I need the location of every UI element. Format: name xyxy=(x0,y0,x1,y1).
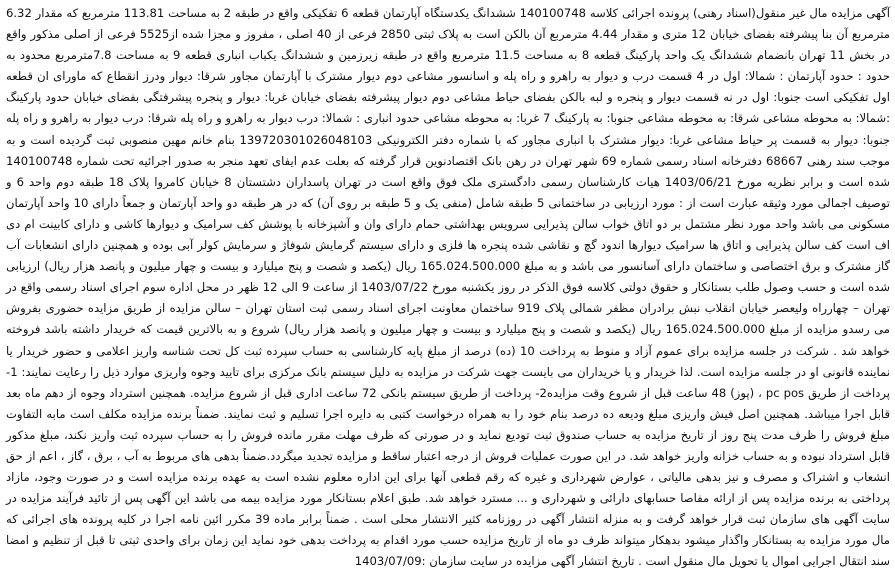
notice-paragraph: آگهی مزایده مال غیر منقول(اسناد رهنی) پرونده اجرائی کلاسه 140100748 ششدانگ یکدستگاه آپارتمان قطعه 6 تفکیکی واقع در طبقه 2 به مساحت 113.81 مترمربع که مقدار 6.32 مترمربع آن بنا پیشرفته بفضای خیابان 12 متری و مقدار 4.44 مترمربع آن بالکن است به پلاک ثبتی 2850 فرعی از 40 اصلی ، مفروز و مجزا شده از5525 فرعی از اصلی مذکور واقع در بخش 11 تهران بانضمام ششدانگ یک واحد پارکینگ قطعه 8 به مساحت 11.5 مترمربع واقع در طبقه زیرزمین و ششدانگ یکباب انباری قطعه 9 به مساحت 7.8مترمربع محدود به حدود : حدود آپارتمان : شمالا: اول در 4 قسمت درب و دیوار به راهرو و راه پله و اسانسور مشاعی دوم دیوار مشترک با آپارتمان مجاور شرقا: دیوار ودرز انقطاع که ماورای ان قطعه اول تفکیکی است جنوبا: اول در نه قسمت دیوار و پنجره و لبه بالکن بفضای حیاط مشاعی دوم دیوار پیشرفته بفضای خیابان غربا: دیوار و پنجره پیشرفتگی بفضای خیابان حدود پارکینگ :شمالا: به محوطه مشاعی شرقا: به محوطه مشاعی جنوبا: به پارکینگ 7 غربا: به محوطه مشاعی حدود انباری : شمالا: درب دیوار به راهرو و راه پله شرقا: درب دیوار به راهرو و راه پله جنوبا: دیوار به قسمت پر حیاط مشاعی غربا: دیوار مشترک با انباری مجاور که با شماره دفتر الکترونیکی 139720301026048103 بنام خانم مهین منصوبی ثبت گردیده است و به موجب سند رهنی 68667 دفترخانه اسناد رسمی شماره 69 شهر تهران در رهن بانک اقتصادنوین قرار گرفته که بعلت عدم ایفای تعهد منجر به صدور اجرائیه تحت شماره 140100748 شده است و برابر نظریه مورخ 1403/06/21 هیات کارشناسان رسمی دادگستری ملک فوق واقع است در تهران پاسداران دشتستان 8 خیابان کامروا پلاک 18 طبقه دوم واحد 6 و توصیف اجمالی مورد وثیقه عبارت است از : مورد ارزیابی در ساختمانی 5 طبقه شامل (منفی یک و 5 طبقه بر روی آن) که در هر طبقه دو واحد آپارتمان و جمعاً دارای 10 واحد آپارتمان مسکونی می باشد واحد مورد نظر مشتمل بر دو اتاق خواب سالن پذیرایی سرویس بهداشتی حمام دارای وان و آشپزخانه با پوشش کف سرامیک و دیوارها کاشی و دارای کابینت ام دی اف است کف سالن پذیرایی و اتاق ها سرامیک دیوارها اندود گچ و نقاشی شده پنجره ها فلزی و دارای سیستم گرمایش شوفاژ و سرمایش کولر آبی بوده و همچنین دارای انشعابات آب گاز مشترک و برق اختصاصی و ساختمان دارای آسانسور می باشد و به مبلغ 165.024.500.000 ریال (یکصد و شصت و پنج میلیارد و بیست و چهار میلیون و پانصد هزار ریال) ارزیابی شده است و حسب وصول طلب بستانکار و حقوق دولتی کلاسه فوق الذکر در روز یکشنبه مورخ 1403/07/22 از ساعت 9 الی 12 ظهر در محل اداره سوم اجرای اسناد رسمی واقع در تهران – چهارراه ولیعصر خیابان انقلاب نبش برادران مظفر شمالی پلاک 919 ساختمان معاونت اجرای اسناد رسمی ثبت استان تهران – سالن مزایده از طریق مزایده حضوری بفروش می رسدو مزایده از مبلغ 165.024.500.000 ریال (یکصد و شصت و پنج میلیارد و بیست و چهار میلیون و پانصد هزار ریال) شروع و به بالاترین قیمت که خریدار داشته باشد فروخته خواهد شد . شرکت در جلسه مزایده برای عموم آزاد و منوط به پرداخت 10 (ده) درصد از مبلغ پایه کارشناسی به حساب سپرده ثبت کل تحت شناسه واریز اعلامی و حضور خریدار یا نماینده قانونی او در جلسه مزایده است. لذا خریدار و یا خریداران می بایست جهت شرکت در مزایده به دلیل سیستم بانک مرکزی برای تایید وجوه واریزی موارد ذیل را رعایت نمایند: 1- پرداخت از طریق pc pos ، (پوز) 48 ساعت قبل از شروع وقت مزایده2- پرداخت از طریق سیستم بانکی 72 ساعت اداری قبل از شروع مزایده. همچنین استرداد وجوه از دهم ماه بعد قابل اجرا میباشد. همچنین اصل فیش واریزی مبلغ ودیعه ده درصد بنام خود را به همراه درخواست کتبی به دایره اجرا تسلیم و ثبت نمایند. ضمناً برنده مزایده مکلف است مابه التفاوت مبلغ فروش را ظرف مدت پنج روز از تاریخ مزایده به حساب صندوق ثبت تودیع نماید و در صورتی که ظرف مهلت مقرر مانده فروش را به حساب سپرده ثبت واریز نکند، مبلغ مذکور قابل استرداد نبوده و به حساب خزانه واریز خواهد شد. در این صورت عملیات فروش از درجه اعتبار ساقط و مزایده تجدید میگردد.ضمناً بدهی های مربوط به آب ، برق ، گاز ، اعم از حق انشعاب و اشتراک و مصرف و نیز بدهی مالیاتی ، عوارض شهرداری و غیره که رقم قطعی آنها برای این اداره معلوم نشده است به عهده برنده مزایده است و در صورت وجود، مازاد پرداختی به برنده مزایده پس از ارائه مفاصا حسابهای دارائی و شهرداری و ... مسترد خواهد شد. طبق اعلام بستانکار مورد مزایده بیمه می باشد این آگهی پس از تائید فرآیند مزایده در سایت آگهی های سازمان ثبت قرار خواهد گرفت و به منزله انتشار آگهی در روزنامه کثیر الانتشار محلی است . ضمناً برابر ماده 39 مکرر ائین نامه اجرا در کلیه پرونده های اجرائی که مال مورد مزایده به بستانکار واگذار میشود بدهکار میتواند ظرف دو ماه از تاریخ مزایده حسب مورد اقدام به پرداخت بدهی خود نماید این زمان برای واحدی ثبتی تا قبل از تنظیم و امضا سند انتقال اجرایی اموال یا تحویل مال منقول است . تاریخ انتشار آگهی مزایده در سایت سازمان :1403/07/09 xyxy=(6,6,890,569)
